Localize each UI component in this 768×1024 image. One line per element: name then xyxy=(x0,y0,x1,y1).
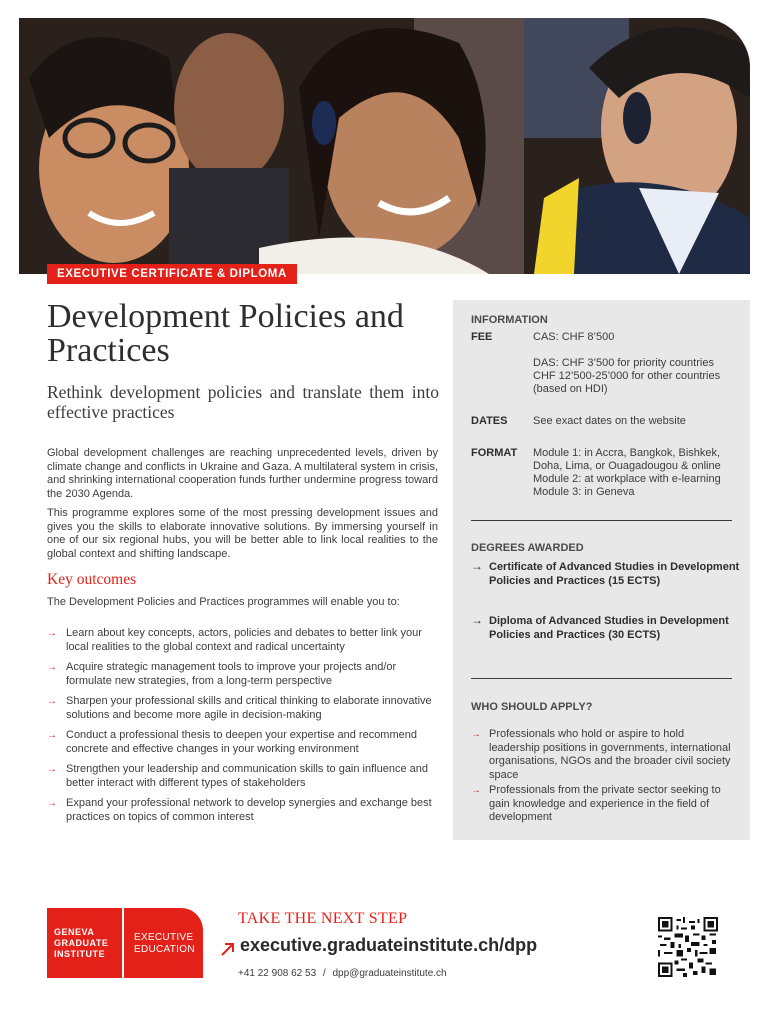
dates-value: See exact dates on the website xyxy=(533,415,686,427)
arrow-right-icon: → xyxy=(47,696,57,707)
degree-item-cas xyxy=(471,561,744,588)
outcome-item xyxy=(47,797,442,824)
arrow-right-icon: → xyxy=(47,730,57,741)
arrow-right-icon: → xyxy=(471,785,481,796)
call-to-action-heading: TAKE THE NEXT STEP xyxy=(238,910,408,927)
fee-label: FEE xyxy=(471,331,493,343)
arrow-up-right-icon xyxy=(220,941,236,957)
divider xyxy=(471,520,732,521)
key-outcomes-heading: Key outcomes xyxy=(47,571,137,588)
audience-item xyxy=(471,784,733,825)
key-outcomes-list xyxy=(47,627,442,831)
information-panel xyxy=(453,300,750,840)
degrees-heading: DEGREES AWARDED xyxy=(471,542,584,554)
outcome-item xyxy=(47,763,442,790)
fee-cas: CAS: CHF 8’500 xyxy=(533,331,615,343)
outcome-item xyxy=(47,661,442,688)
program-url-link[interactable]: executive.graduateinstitute.ch/dpp xyxy=(240,935,538,955)
outcome-text: Acquire strategic management tools to improve your projects and/or formulate new strategies, from a long-term perspective xyxy=(66,661,397,687)
contact-separator: / xyxy=(322,968,326,979)
format-line-3: Module 3: in Geneva xyxy=(533,486,635,498)
intro-paragraph-2: This programme explores some of the most pressing development issues and gives you the skills to elaborate innovative solutions. By immersing yourself in one of our six regional hubs, you will be better able to link local realities to the global context and shifting landscape. xyxy=(47,507,438,560)
phone-number[interactable]: +41 22 908 62 53 xyxy=(238,968,317,979)
audience-item xyxy=(471,728,733,782)
divider xyxy=(471,678,732,679)
logo-executive-education: EXECUTIVE EDUCATION xyxy=(134,932,195,955)
audience-text: Professionals who hold or aspire to hold leadership positions in governments, international organisations, NGOs and the broader civil society space xyxy=(489,728,731,781)
outcome-text: Learn about key concepts, actors, policies and debates to better link your local realities to the global context and radical uncertainty xyxy=(66,627,422,653)
degree-item-das xyxy=(471,615,744,642)
format-label: FORMAT xyxy=(471,447,518,459)
arrow-right-icon: → xyxy=(47,798,57,809)
outcome-text: Expand your professional network to develop synergies and exchange best practices on topics of common interest xyxy=(66,797,432,823)
conference-participants-illustration xyxy=(19,18,750,274)
arrow-right-icon: → xyxy=(471,613,483,627)
contact-line xyxy=(238,968,447,979)
outcome-item xyxy=(47,627,442,654)
degree-text: Diploma of Advanced Studies in Development Policies and Practices (30 ECTS) xyxy=(489,615,729,641)
degree-text: Certificate of Advanced Studies in Development Policies and Practices (15 ECTS) xyxy=(489,561,740,587)
qr-code[interactable] xyxy=(656,917,720,977)
fee-das: DAS: CHF 3’500 for priority countries CHF 12’500-25’000 for other countries (based on HDI) xyxy=(533,357,721,395)
program-type-tag: EXECUTIVE CERTIFICATE & DIPLOMA xyxy=(47,264,297,284)
who-should-apply-heading: WHO SHOULD APPLY? xyxy=(471,701,593,713)
logo-separator xyxy=(122,908,124,978)
audience-text: Professionals from the private sector seeking to gain knowledge and experience in the field of development xyxy=(489,784,721,823)
logo-institute-name: GENEVA GRADUATE INSTITUTE xyxy=(54,927,109,959)
outcome-item xyxy=(47,695,442,722)
key-outcomes-intro: The Development Policies and Practices programmes will enable you to: xyxy=(47,596,400,608)
outcome-text: Conduct a professional thesis to deepen your expertise and recommend concrete and effective changes in your working environment xyxy=(66,729,417,755)
outcome-text: Strengthen your leadership and communication skills to gain influence and better interact with different types of stakeholders xyxy=(66,763,428,789)
format-line-1: Module 1: in Accra, Bangkok, Bishkek, Doha, Lima, or Ouagadougou & online xyxy=(533,447,721,472)
information-heading: INFORMATION xyxy=(471,314,548,326)
page-title: Development Policies and Practices xyxy=(47,298,404,369)
format-line-2: Module 2: at workplace with e-learning xyxy=(533,473,721,485)
arrow-right-icon: → xyxy=(47,764,57,775)
email-link[interactable]: dpp@graduateinstitute.ch xyxy=(332,968,447,979)
outcome-text: Sharpen your professional skills and critical thinking to elaborate innovative solutions and become more agile in decision-making xyxy=(66,695,432,721)
outcome-item xyxy=(47,729,442,756)
page-subtitle: Rethink development policies and translate them into effective practices xyxy=(47,382,439,422)
arrow-right-icon: → xyxy=(47,628,57,639)
institute-logo xyxy=(47,908,203,978)
dates-label: DATES xyxy=(471,415,508,427)
arrow-right-icon: → xyxy=(47,662,57,673)
who-should-apply-list xyxy=(471,728,733,827)
arrow-right-icon: → xyxy=(471,559,483,573)
arrow-right-icon: → xyxy=(471,729,481,740)
intro-paragraph-1: Global development challenges are reaching unprecedented levels, driven by climate change and conflicts in Ukraine and Gaza. A multilateral system in crisis, and shrinking international cooperation funds further undermine progress toward the 2030 Agenda. xyxy=(47,447,438,500)
hero-photo xyxy=(19,18,750,274)
